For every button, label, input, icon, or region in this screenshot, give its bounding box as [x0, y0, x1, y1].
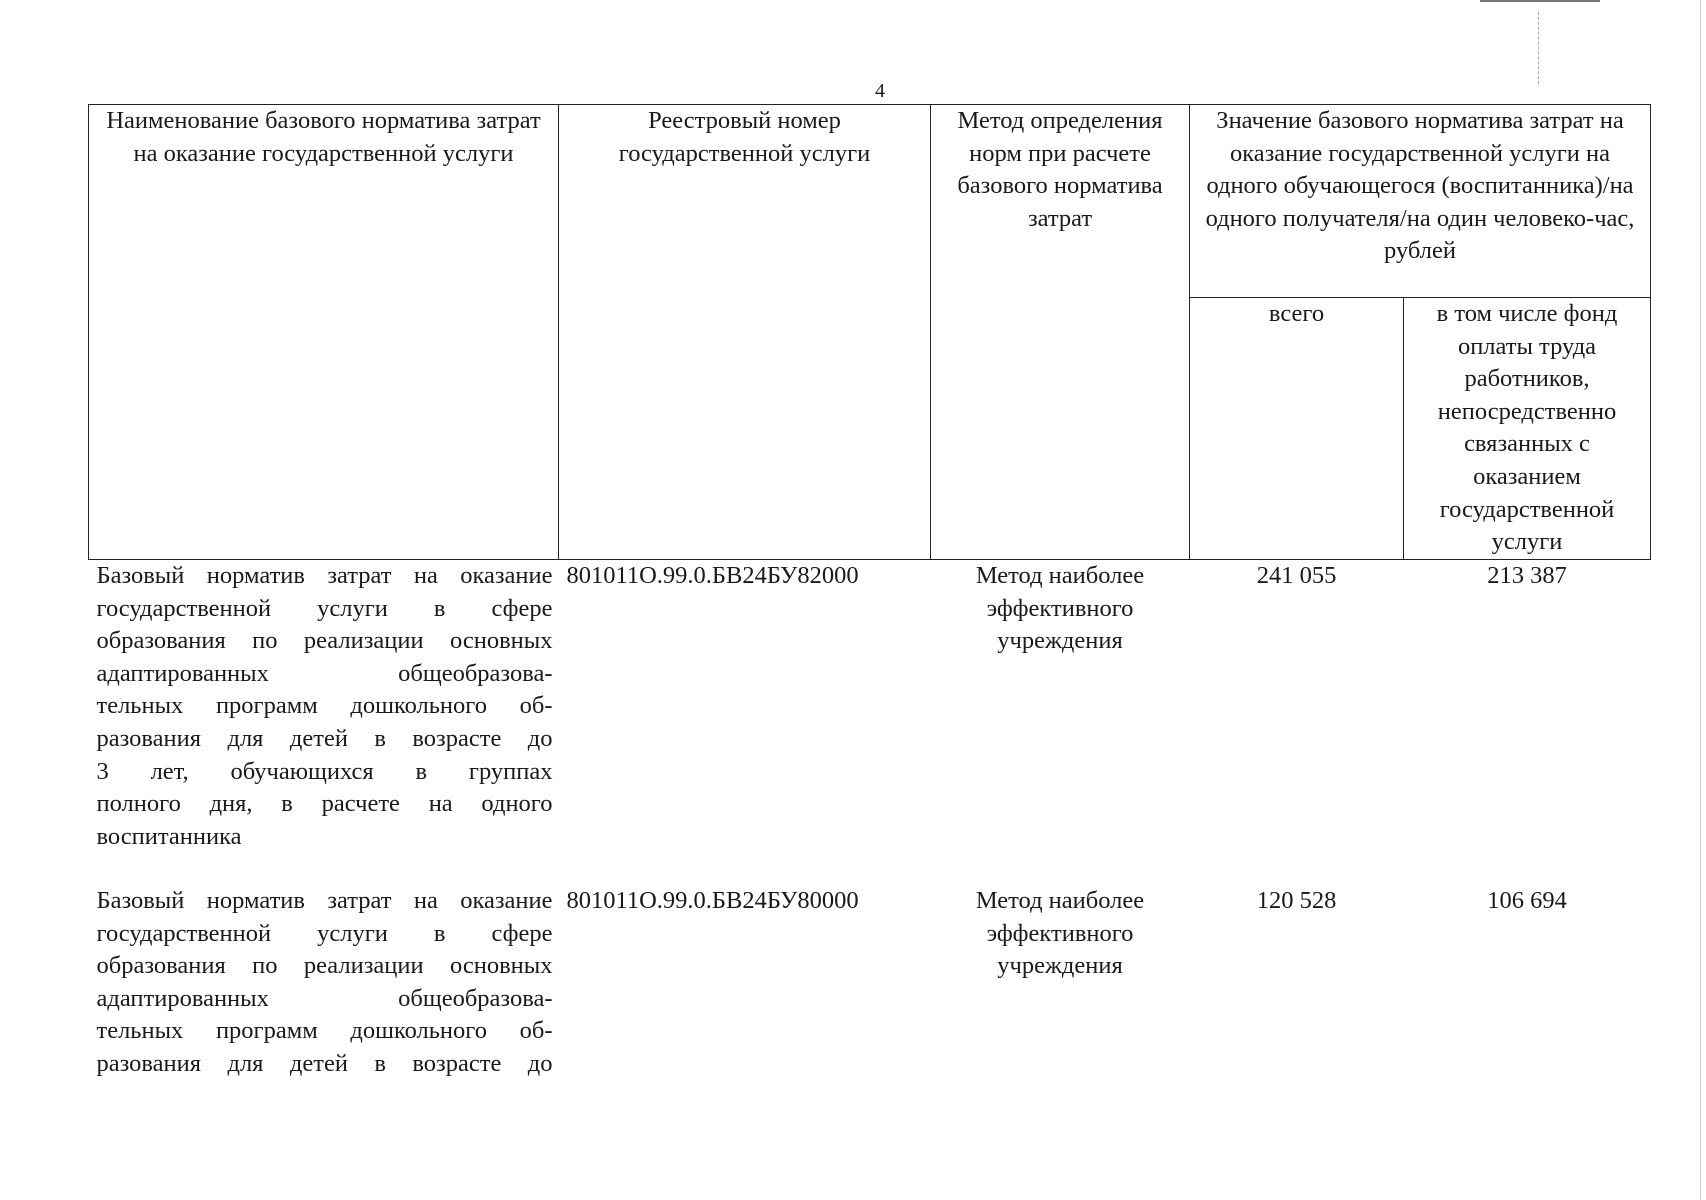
row-name-line: разования для детей в возрасте до — [96, 724, 553, 752]
table-row — [89, 560, 1651, 886]
row-name — [89, 885, 559, 1085]
row-registry-number: 801011О.99.0.БВ24БУ82000 — [566, 562, 859, 589]
row-name-line: разования для детей в возрасте до — [96, 1049, 553, 1077]
scan-edge-mark — [1480, 0, 1600, 2]
row-method: Метод наиболее эффективного учреждения — [975, 887, 1145, 980]
row-name — [89, 560, 559, 886]
row-payroll: 106 694 — [1487, 887, 1567, 914]
header-registry-number: Реестровый номер государственной услуги — [559, 105, 931, 560]
row-name-line: образования по реализации основных — [96, 952, 553, 980]
row-name-line: адаптированных общеобразова- — [96, 984, 553, 1012]
page-edge — [1700, 0, 1701, 1200]
header-value: Значение базового норматива затрат на оказание государственной услуги на одного обучающегося (воспитанника)/на одного получателя/на один человеко-час, рублей — [1190, 105, 1651, 298]
row-name-line: государственной услуги в сфере — [96, 594, 553, 622]
row-name-line: Базовый норматив затрат на оказание — [96, 562, 553, 589]
row-name-line: Базовый норматив затрат на оказание — [96, 887, 553, 914]
header-method: Метод определения норм при расчете базового норматива затрат — [931, 105, 1190, 560]
scan-edge-tick — [1538, 12, 1540, 84]
row-name-line: адаптированных общеобразова- — [96, 659, 553, 687]
row-name-line: тельных программ дошкольного об- — [96, 692, 553, 720]
row-method: Метод наиболее эффективного учреждения — [975, 562, 1145, 655]
row-name-line: государственной услуги в сфере — [96, 919, 553, 947]
row-name-line: воспитанника — [96, 822, 242, 850]
row-name-line: 3 лет, обучающихся в группах — [96, 757, 553, 785]
cost-standards-table — [88, 104, 1651, 1085]
page-number: 4 — [875, 80, 885, 102]
header-payroll: в том числе фонд оплаты труда работников, непосредственно связанных с оказанием государственной услуги — [1404, 298, 1651, 560]
row-payroll: 213 387 — [1487, 562, 1567, 589]
header-name: Наименование базового норматива затрат на оказание государственной услуги — [89, 105, 559, 560]
row-name-line: полного дня, в расчете на одного — [96, 790, 553, 818]
row-name-line: тельных программ дошкольного об- — [96, 1017, 553, 1045]
header-total: всего — [1190, 298, 1404, 560]
row-name-line: образования по реализации основных — [96, 627, 553, 655]
row-total: 120 528 — [1256, 887, 1337, 914]
row-total: 241 055 — [1256, 562, 1337, 589]
table-row — [89, 885, 1651, 1085]
row-registry-number: 801011О.99.0.БВ24БУ80000 — [566, 887, 859, 914]
